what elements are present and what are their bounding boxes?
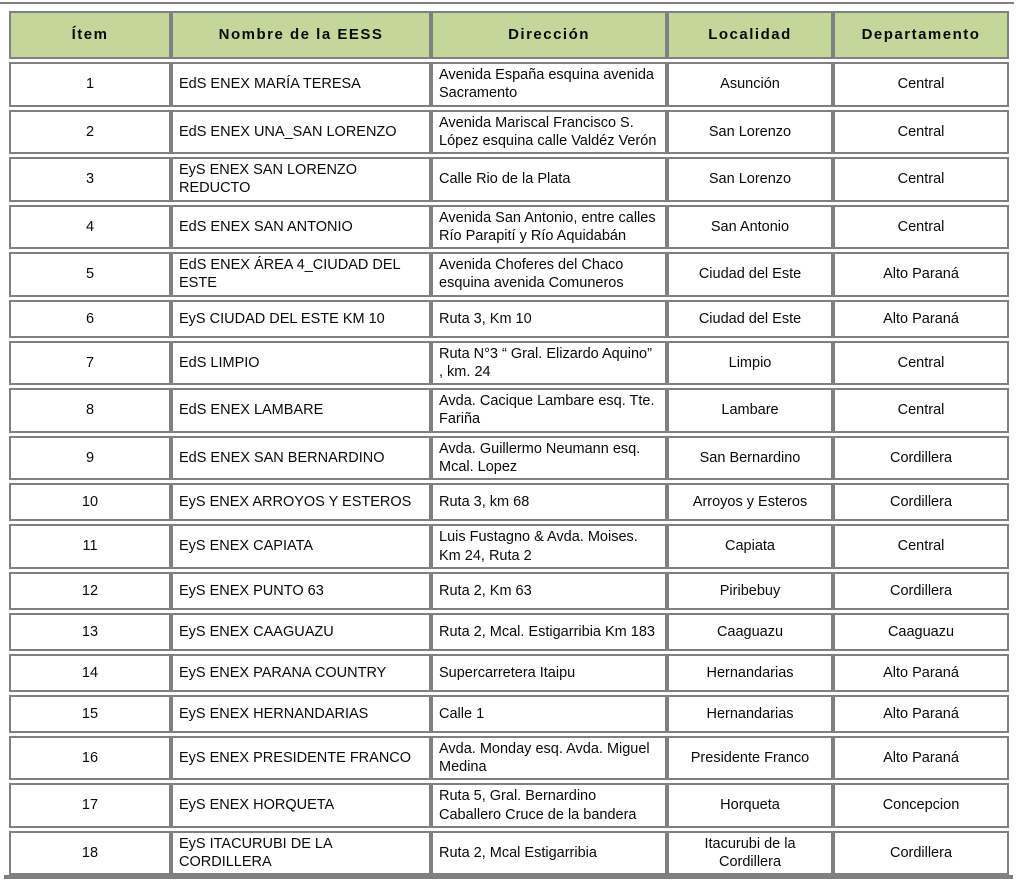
cell-departamento: Alto Paraná [833, 736, 1009, 781]
cell-direccion: Avenida Choferes del Chaco esquina avenida Comuneros [431, 252, 667, 297]
cell-nombre: EyS CIUDAD DEL ESTE KM 10 [171, 300, 431, 338]
cell-nombre: EdS ENEX ÁREA 4_CIUDAD DEL ESTE [171, 252, 431, 297]
cell-direccion: Avenida San Antonio, entre calles Río Parapití y Río Aquidabán [431, 205, 667, 250]
table-row [9, 736, 1009, 781]
cell-direccion: Avda. Cacique Lambare esq. Tte. Fariña [431, 388, 667, 433]
table-outer-top-border [0, 2, 1014, 4]
cell-nombre: EyS ENEX ARROYOS Y ESTEROS [171, 483, 431, 521]
cell-nombre: EyS ENEX CAPIATA [171, 524, 431, 569]
table-row [9, 695, 1009, 733]
cell-item: 5 [9, 252, 171, 297]
table-row [9, 110, 1009, 155]
table-row [9, 205, 1009, 250]
col-header-departamento: Departamento [833, 11, 1009, 59]
cell-localidad: Hernandarias [667, 654, 833, 692]
cell-direccion: Calle Rio de la Plata [431, 157, 667, 202]
cell-nombre: EyS ENEX CAAGUAZU [171, 613, 431, 651]
cell-localidad: Ciudad del Este [667, 300, 833, 338]
table-body [9, 62, 1009, 875]
cell-nombre: EdS LIMPIO [171, 341, 431, 386]
cell-nombre: EdS ENEX LAMBARE [171, 388, 431, 433]
cell-localidad: Piribebuy [667, 572, 833, 610]
cell-item: 18 [9, 831, 171, 876]
cell-departamento: Central [833, 524, 1009, 569]
cell-item: 14 [9, 654, 171, 692]
col-header-direccion: Dirección [431, 11, 667, 59]
cell-nombre: EyS ENEX HORQUETA [171, 783, 431, 828]
cell-item: 1 [9, 62, 171, 107]
cell-direccion: Calle 1 [431, 695, 667, 733]
cell-departamento: Alto Paraná [833, 654, 1009, 692]
cell-departamento: Cordillera [833, 436, 1009, 481]
cell-nombre: EdS ENEX MARÍA TERESA [171, 62, 431, 107]
table-row [9, 483, 1009, 521]
cell-direccion: Ruta 3, km 68 [431, 483, 667, 521]
cell-departamento: Concepcion [833, 783, 1009, 828]
cell-departamento: Central [833, 110, 1009, 155]
table-row [9, 436, 1009, 481]
cell-nombre: EyS ITACURUBI DE LA CORDILLERA [171, 831, 431, 876]
cell-direccion: Supercarretera Itaipu [431, 654, 667, 692]
cell-departamento: Cordillera [833, 483, 1009, 521]
cell-localidad: Lambare [667, 388, 833, 433]
cell-item: 17 [9, 783, 171, 828]
col-header-item: Ítem [9, 11, 171, 59]
cell-localidad: Caaguazu [667, 613, 833, 651]
cell-nombre: EyS ENEX PARANA COUNTRY [171, 654, 431, 692]
cell-item: 10 [9, 483, 171, 521]
table-row [9, 613, 1009, 651]
cell-localidad: San Lorenzo [667, 110, 833, 155]
cell-departamento: Cordillera [833, 831, 1009, 876]
col-header-localidad: Localidad [667, 11, 833, 59]
table-row [9, 62, 1009, 107]
cell-localidad: Horqueta [667, 783, 833, 828]
table-row [9, 783, 1009, 828]
table-row [9, 341, 1009, 386]
cell-direccion: Ruta 2, Mcal. Estigarribia Km 183 [431, 613, 667, 651]
cell-localidad: Capiata [667, 524, 833, 569]
cell-item: 11 [9, 524, 171, 569]
cell-item: 8 [9, 388, 171, 433]
cell-departamento: Central [833, 205, 1009, 250]
table-row [9, 572, 1009, 610]
cell-direccion: Ruta 2, Mcal Estigarribia [431, 831, 667, 876]
cell-direccion: Avda. Guillermo Neumann esq. Mcal. Lopez [431, 436, 667, 481]
cell-departamento: Caaguazu [833, 613, 1009, 651]
cell-departamento: Alto Paraná [833, 252, 1009, 297]
cell-nombre: EyS ENEX PUNTO 63 [171, 572, 431, 610]
table-row [9, 831, 1009, 876]
cell-direccion: Avenida Mariscal Francisco S. López esquina calle Valdéz Verón [431, 110, 667, 155]
cell-nombre: EyS ENEX PRESIDENTE FRANCO [171, 736, 431, 781]
cell-item: 6 [9, 300, 171, 338]
table-row [9, 300, 1009, 338]
cell-item: 15 [9, 695, 171, 733]
cell-localidad: Limpio [667, 341, 833, 386]
cell-item: 7 [9, 341, 171, 386]
cell-departamento: Central [833, 341, 1009, 386]
table-row [9, 524, 1009, 569]
cell-departamento: Alto Paraná [833, 300, 1009, 338]
cell-item: 16 [9, 736, 171, 781]
cell-item: 3 [9, 157, 171, 202]
cell-item: 9 [9, 436, 171, 481]
cell-direccion: Ruta 3, Km 10 [431, 300, 667, 338]
cell-departamento: Central [833, 157, 1009, 202]
cell-direccion: Ruta N°3 “ Gral. Elizardo Aquino” , km. 24 [431, 341, 667, 386]
cell-direccion: Ruta 5, Gral. Bernardino Caballero Cruce de la bandera [431, 783, 667, 828]
cell-direccion: Luis Fustagno & Avda. Moises. Km 24, Ruta 2 [431, 524, 667, 569]
cell-item: 13 [9, 613, 171, 651]
cell-nombre: EyS ENEX HERNANDARIAS [171, 695, 431, 733]
cell-departamento: Central [833, 388, 1009, 433]
cell-nombre: EdS ENEX UNA_SAN LORENZO [171, 110, 431, 155]
cell-localidad: Presidente Franco [667, 736, 833, 781]
cell-localidad: Itacurubi de la Cordillera [667, 831, 833, 876]
cell-localidad: San Lorenzo [667, 157, 833, 202]
cell-departamento: Central [833, 62, 1009, 107]
cell-item: 4 [9, 205, 171, 250]
cell-nombre: EdS ENEX SAN ANTONIO [171, 205, 431, 250]
cell-localidad: Arroyos y Esteros [667, 483, 833, 521]
cell-nombre: EyS ENEX SAN LORENZO REDUCTO [171, 157, 431, 202]
cell-localidad: San Antonio [667, 205, 833, 250]
cell-localidad: San Bernardino [667, 436, 833, 481]
cell-direccion: Avenida España esquina avenida Sacramento [431, 62, 667, 107]
cell-localidad: Asunción [667, 62, 833, 107]
col-header-nombre: Nombre de la EESS [171, 11, 431, 59]
table-outer-bottom-border [4, 875, 1013, 879]
eess-stations-table [9, 8, 1009, 878]
cell-departamento: Alto Paraná [833, 695, 1009, 733]
table-row [9, 388, 1009, 433]
table-row [9, 654, 1009, 692]
table-row [9, 252, 1009, 297]
cell-localidad: Hernandarias [667, 695, 833, 733]
cell-departamento: Cordillera [833, 572, 1009, 610]
header-row [9, 11, 1009, 59]
cell-localidad: Ciudad del Este [667, 252, 833, 297]
cell-item: 2 [9, 110, 171, 155]
cell-direccion: Avda. Monday esq. Avda. Miguel Medina [431, 736, 667, 781]
table-row [9, 157, 1009, 202]
cell-direccion: Ruta 2, Km 63 [431, 572, 667, 610]
cell-nombre: EdS ENEX SAN BERNARDINO [171, 436, 431, 481]
cell-item: 12 [9, 572, 171, 610]
